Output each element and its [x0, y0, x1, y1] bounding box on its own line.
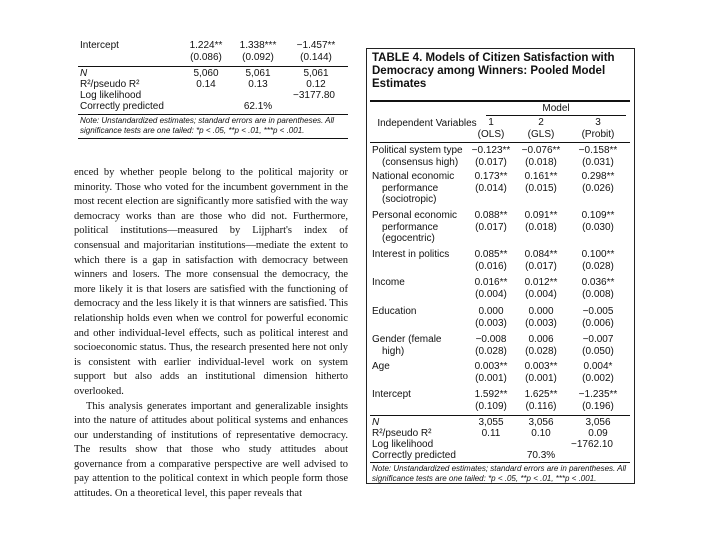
table4-row-label: Gender (female high)	[372, 334, 442, 357]
table4-cell: −0.008 (0.028)	[475, 334, 507, 357]
table4-cell: 1.592** (0.109)	[474, 389, 508, 412]
table4-cell: 0.091** (0.018)	[524, 210, 558, 233]
top-cell: 5,061	[303, 68, 329, 79]
top-cell: 0.14	[196, 79, 216, 90]
table4-stat-label: R²/pseudo R²	[372, 428, 432, 439]
top-cell: (0.092)	[242, 52, 274, 63]
table4-stat-cell: 3,056	[528, 417, 554, 428]
table4-rule	[370, 462, 630, 463]
top-cell: 62.1%	[243, 101, 273, 112]
table4-cell: 0.012** (0.004)	[524, 277, 558, 300]
table4-cell: 0.036** (0.008)	[581, 277, 615, 300]
top-cell: 0.12	[306, 79, 326, 90]
table4-rule	[486, 115, 626, 116]
table4-cell: −0.123** (0.017)	[471, 145, 511, 168]
table4-stat-label: N	[372, 417, 380, 428]
table4-note: Note: Unstandardized estimates; standard errors are in parentheses. All significance tests are one tailed: *p < .05, **p < .01, ***p < .001.	[372, 464, 627, 483]
top-rule	[78, 114, 348, 115]
body-text	[74, 166, 348, 502]
table4-cell: 0.003** (0.001)	[524, 361, 558, 384]
table4-rule	[370, 415, 630, 416]
table4-row-label: Education	[372, 306, 417, 317]
table4-row-label: National economic performance (sociotropic)	[372, 171, 455, 205]
table4-row-label: Personal economic performance (egocentric)	[372, 210, 458, 244]
body-paragraph-2: This analysis generates important and generalizable insights into the nature of attitudes about political systems and enhances our understanding of institutions of representative democracy. The results show that those who study attitudes about governance from a comparative perspective are well advised to pay attention to the political context in which people form those attitudes. On a theoretical level, this paper reveals that	[74, 400, 348, 500]
top-rule	[78, 66, 348, 67]
top-cell: 1.224**	[189, 40, 223, 51]
table4-cell: 0.088** (0.017)	[474, 210, 508, 233]
table4-stat-label: Correctly predicted	[372, 450, 456, 461]
table4-stat-cell: 0.11	[481, 428, 501, 439]
top-row-label: R²/pseudo R²	[80, 79, 140, 90]
table4-stat-cell: 3,055	[478, 417, 504, 428]
top-cell: 0.13	[248, 79, 268, 90]
table4-stat-cell: 3,056	[585, 417, 611, 428]
top-row-label: Log likelihood	[80, 90, 142, 101]
top-table-note: Note: Unstandardized estimates; standard errors are in parentheses. All significance tests are one tailed: *p < .05, **p < .01, ***p < .001.	[80, 116, 335, 135]
table4-stat-cell: −1762.10	[571, 439, 613, 450]
top-cell: 1.338***	[239, 40, 277, 51]
table4-cell: 0.000 (0.003)	[525, 306, 557, 329]
table4-cell: −0.005 (0.006)	[582, 306, 614, 329]
table4-cell: 0.109** (0.030)	[581, 210, 615, 233]
table4-cell: 0.016** (0.004)	[474, 277, 508, 300]
table4-stat-cell: 70.3%	[526, 450, 556, 461]
table4-cell: 0.003** (0.001)	[474, 361, 508, 384]
table4-model-header: Model	[542, 103, 570, 114]
top-cell: −1.457**	[296, 40, 336, 51]
table4-rule	[370, 142, 630, 143]
table4-cell: −0.076** (0.018)	[521, 145, 561, 168]
table4-cell: −1.235** (0.196)	[578, 389, 618, 412]
table4-iv-header: Independent Variables	[377, 118, 477, 129]
table4-cell: −0.158** (0.031)	[578, 145, 618, 168]
table4-stat-cell: 0.09	[588, 428, 608, 439]
table4-cell: −0.007 (0.050)	[582, 334, 614, 357]
table4-col-num: 2	[538, 117, 544, 128]
table4-stat-label: Log likelihood	[372, 439, 434, 450]
table4-cell: 0.085** (0.016)	[474, 249, 508, 272]
top-rule	[78, 138, 348, 139]
top-cell: 5,060	[193, 68, 219, 79]
top-cell: (0.086)	[190, 52, 222, 63]
table4-row-label: Intercept	[372, 389, 411, 400]
table4-col-num: 1	[488, 117, 494, 128]
table4-cell: 0.006 (0.028)	[525, 334, 557, 357]
top-row-label: N	[80, 68, 88, 79]
table4-cell: 0.298** (0.026)	[581, 171, 615, 194]
table4-cell: 0.100** (0.028)	[581, 249, 615, 272]
table4-col-type: (Probit)	[581, 129, 615, 140]
top-cell: (0.144)	[300, 52, 332, 63]
top-row-label: Intercept	[80, 40, 119, 51]
table4-rule	[370, 100, 630, 102]
table4-stat-cell: 0.10	[531, 428, 551, 439]
top-cell: −3177.80	[293, 90, 335, 101]
top-cell: 5,061	[245, 68, 271, 79]
table4-cell: 0.000 (0.003)	[475, 306, 507, 329]
table4-col-num: 3	[595, 117, 601, 128]
table4-col-type: (OLS)	[477, 129, 505, 140]
table4-cell: 0.084** (0.017)	[524, 249, 558, 272]
table4-col-type: (GLS)	[527, 129, 555, 140]
table4-row-label: Income	[372, 277, 405, 288]
table4-cell: 0.173** (0.014)	[474, 171, 508, 194]
table4-cell: 0.161** (0.015)	[524, 171, 558, 194]
table4-title: TABLE 4. Models of Citizen Satisfaction with Democracy among Winners: Pooled Model Estimates	[372, 52, 615, 90]
table4-row-label: Age	[372, 361, 390, 372]
table4-cell: 0.004* (0.002)	[582, 361, 614, 384]
table4-row-label: Political system type (consensus high)	[372, 145, 463, 168]
table4-row-label: Interest in politics	[372, 249, 450, 260]
table4-cell: 1.625** (0.116)	[524, 389, 558, 412]
top-row-label: Correctly predicted	[80, 101, 164, 112]
body-paragraph-1: enced by whether people belong to the political majority or minority. Those who voted for the incumbent government in the most recent election are significantly more satisfied with the way democracy works than are those who did not. Furthermore, political institutions—measured by Lijphart's index of consensual and majoritarian institutions—mediate the extent to which there is a gap in satisfaction with democracy between winners and losers. The more consensual the democracy, the more likely it is that losers are satisfied with the functioning of democracy and the less likely it is that winners are satisfied. This relationship holds even when we control for powerful economic and other individual-level effects, such as political interest and socioeconomic status. Thus, the research presented here not only is consistent with earlier individual-level work on system support but also adds an institutional dimension hitherto overlooked.	[74, 167, 348, 397]
